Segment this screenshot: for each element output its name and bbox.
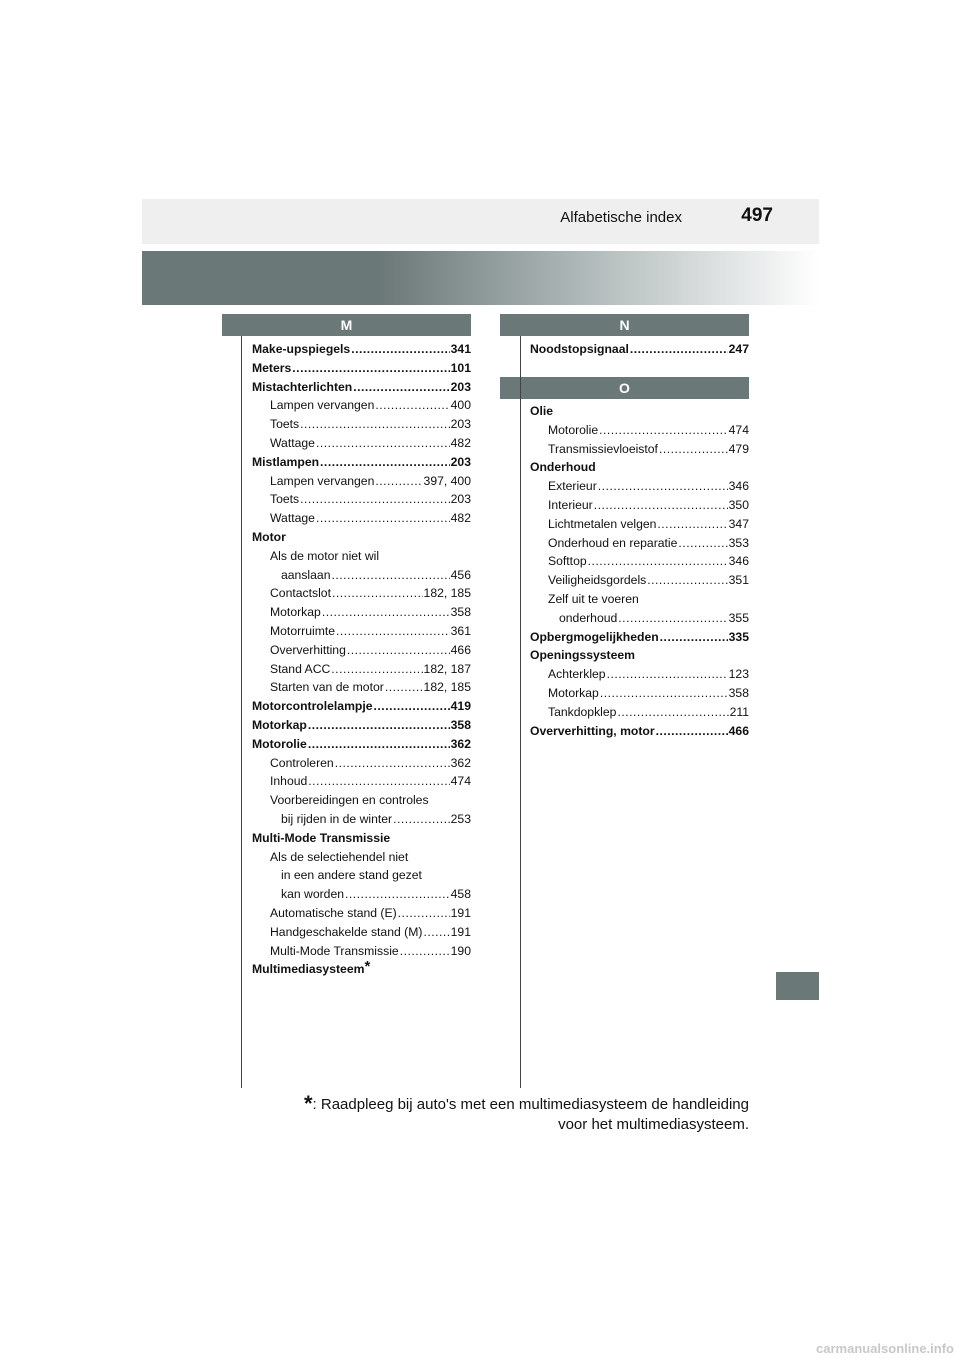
- index-term: Openingssysteem: [530, 648, 635, 663]
- leader-dots: [385, 678, 423, 697]
- page-number: 497: [741, 205, 773, 226]
- index-term: Als de selectiehendel niet: [270, 849, 409, 864]
- leader-dots: [618, 609, 727, 628]
- index-entry: [530, 628, 749, 647]
- leader-dots: [300, 415, 450, 434]
- leader-dots: [316, 509, 450, 528]
- index-term: bij rijden in de winter: [281, 811, 393, 826]
- leader-dots: [292, 359, 449, 378]
- index-page-ref: 397, 400: [423, 473, 471, 488]
- index-term: kan worden: [281, 887, 345, 902]
- leader-dots: [345, 885, 450, 904]
- leader-dots: [599, 421, 728, 440]
- leader-dots: [308, 772, 449, 791]
- index-term: Voorbereidingen en controles: [270, 793, 429, 808]
- index-entry: [252, 829, 471, 848]
- index-term: Veiligheidsgordels: [548, 573, 647, 588]
- index-page-ref: 362: [450, 736, 471, 751]
- index-page-ref: 419: [450, 699, 471, 714]
- leader-dots: [600, 684, 728, 703]
- index-term: Oververhitting: [270, 642, 346, 657]
- index-term: Lichtmetalen velgen: [548, 516, 657, 531]
- index-entry: [252, 415, 471, 434]
- index-entry: [530, 703, 749, 722]
- index-entry: [530, 440, 749, 459]
- index-term: Opbergmogelijkheden: [530, 629, 659, 644]
- index-term: Automatische stand (E): [270, 905, 397, 920]
- index-term: Mistachterlichten: [252, 379, 353, 394]
- index-entry: [530, 402, 749, 421]
- column-divider-middle: [520, 336, 521, 1088]
- index-term: Exterieur: [548, 479, 597, 494]
- leader-dots: [647, 571, 727, 590]
- index-entry: [252, 472, 471, 491]
- index-term: Multi-Mode Transmissie: [252, 830, 391, 845]
- leader-dots: [617, 703, 728, 722]
- leader-dots: [400, 942, 450, 961]
- leader-dots: [316, 434, 450, 453]
- leader-dots: [375, 396, 449, 415]
- index-page-ref: 466: [450, 642, 471, 657]
- index-entry: [252, 584, 471, 603]
- index-term: Noodstopsignaal: [530, 342, 629, 356]
- leader-dots: [347, 641, 450, 660]
- index-entry: [252, 566, 471, 585]
- index-term: Interieur: [548, 497, 593, 512]
- leader-dots: [331, 660, 422, 679]
- index-page-ref: 361: [450, 623, 471, 638]
- index-term: Lampen vervangen: [270, 398, 375, 413]
- chapter-side-tab: [776, 972, 819, 1000]
- index-entry: [252, 660, 471, 679]
- index-page-ref: 346: [728, 479, 749, 494]
- index-term: Make-upspiegels: [252, 342, 351, 356]
- leader-dots: [607, 665, 728, 684]
- index-term: Transmissievloeistof: [548, 441, 658, 456]
- leader-dots: [598, 477, 728, 496]
- index-column-m: [252, 340, 471, 979]
- index-entry: [252, 453, 471, 472]
- index-entry: [530, 646, 749, 665]
- leader-dots: [594, 496, 728, 515]
- index-page-ref: 358: [450, 605, 471, 620]
- index-entry: [252, 359, 471, 378]
- index-term: Stand ACC: [270, 661, 331, 676]
- leader-dots: [588, 552, 728, 571]
- index-entry: [252, 923, 471, 942]
- index-page-ref: 351: [728, 573, 749, 588]
- index-term: Controleren: [270, 755, 334, 770]
- index-term: Wattage: [270, 511, 315, 526]
- index-entry: Multimediasysteem *: [252, 960, 471, 979]
- index-term: Als de motor niet wil: [270, 548, 380, 563]
- index-entry: [252, 678, 471, 697]
- index-entry: [530, 496, 749, 515]
- watermark: carmanualsonline.info: [816, 1341, 954, 1356]
- footnote-line-2: voor het multimediasysteem.: [558, 1116, 749, 1133]
- index-page-ref: 191: [450, 924, 471, 939]
- index-entry: [530, 534, 749, 553]
- leader-dots: [393, 810, 450, 829]
- leader-dots: [332, 584, 423, 603]
- index-term: Wattage: [270, 435, 315, 450]
- index-entry: [530, 515, 749, 534]
- index-term: Toets: [270, 417, 300, 432]
- index-term: Softtop: [548, 554, 587, 569]
- index-entry: [530, 722, 749, 741]
- index-term: Contactslot: [270, 586, 331, 601]
- header-title: Alfabetische index: [560, 209, 682, 226]
- index-term: Zelf uit te voeren: [548, 591, 639, 606]
- leader-dots: [331, 566, 449, 585]
- index-page-ref: 182, 185: [423, 586, 471, 601]
- index-entry: [252, 697, 471, 716]
- index-term: Motorcontrolelampje: [252, 699, 373, 714]
- index-page-ref: 182, 185: [423, 680, 471, 695]
- leader-dots: [398, 904, 450, 923]
- index-entry: [252, 848, 471, 867]
- index-term: Meters: [252, 360, 292, 375]
- index-entry: [252, 396, 471, 415]
- index-term: aanslaan: [281, 567, 331, 582]
- index-term: Motorolie: [252, 736, 307, 751]
- column-divider-left: [241, 336, 242, 1088]
- index-term: Multimediasysteem: [252, 962, 365, 977]
- index-page-ref: 203: [450, 492, 471, 507]
- leader-dots: [374, 697, 450, 716]
- index-term: Onderhoud en reparatie: [548, 535, 678, 550]
- index-entry: [530, 665, 749, 684]
- index-term: Olie: [530, 404, 554, 418]
- index-term: Motorolie: [548, 422, 599, 437]
- index-entry: [252, 622, 471, 641]
- leader-dots: [660, 628, 728, 647]
- section-header-o: O: [500, 377, 749, 399]
- index-page-ref: 362: [450, 755, 471, 770]
- index-page-ref: 458: [450, 887, 471, 902]
- leader-dots: [656, 722, 728, 741]
- index-page-ref: 203: [450, 454, 471, 469]
- index-entry: [530, 421, 749, 440]
- leader-dots: [308, 735, 450, 754]
- leader-dots: [322, 603, 450, 622]
- index-page-ref: 346: [728, 554, 749, 569]
- index-entry: [252, 942, 471, 961]
- index-page-ref: 350: [728, 497, 749, 512]
- index-entry: [252, 885, 471, 904]
- index-page-ref: 191: [450, 905, 471, 920]
- index-entry: [252, 603, 471, 622]
- index-entry: [252, 509, 471, 528]
- index-entry: [252, 378, 471, 397]
- footnote: [304, 1092, 749, 1135]
- leader-dots: [320, 453, 450, 472]
- index-term: Lampen vervangen: [270, 473, 375, 488]
- leader-dots: [351, 340, 449, 359]
- index-page-ref: 101: [450, 360, 471, 375]
- leader-dots: [336, 622, 450, 641]
- index-page-ref: 358: [728, 685, 749, 700]
- index-term: Achterklep: [548, 667, 606, 682]
- index-page-ref: 482: [450, 435, 471, 450]
- index-entry: [252, 904, 471, 923]
- index-entry: [530, 458, 749, 477]
- index-page-ref: 466: [728, 723, 749, 738]
- index-term: Multi-Mode Transmissie: [270, 943, 399, 958]
- leader-dots: [335, 754, 450, 773]
- index-term: Starten van de motor: [270, 680, 384, 695]
- index-page-ref: 456: [450, 567, 471, 582]
- leader-dots: [300, 490, 450, 509]
- index-term: Motorkap: [252, 717, 307, 732]
- index-page-ref: 347: [728, 516, 749, 531]
- index-entry: [252, 340, 471, 359]
- leader-dots: [657, 515, 727, 534]
- index-page-ref: 353: [728, 535, 749, 550]
- index-entry: [252, 716, 471, 735]
- index-page-ref: 182, 187: [423, 661, 471, 676]
- index-page-ref: 474: [728, 422, 749, 437]
- footnote-line-1: *: Raadpleeg bij auto's met een multimediasysteem de handleiding: [303, 1091, 749, 1116]
- index-entry: [252, 434, 471, 453]
- index-term: Inhoud: [270, 774, 308, 789]
- index-term: Motorkap: [270, 605, 321, 620]
- index-entry: [252, 754, 471, 773]
- index-term: Tankdopklep: [548, 704, 617, 719]
- index-entry: [252, 772, 471, 791]
- index-page-ref: 358: [450, 717, 471, 732]
- index-term: in een andere stand gezet: [281, 868, 422, 883]
- index-entry: [252, 735, 471, 754]
- index-entry: [252, 547, 471, 566]
- index-page-ref: 203: [450, 379, 471, 394]
- section-header-n: N: [500, 314, 749, 336]
- index-term: Motorruimte: [270, 623, 336, 638]
- leader-dots: [678, 534, 727, 553]
- index-page-ref: 253: [450, 811, 471, 826]
- index-page-ref: 335: [728, 629, 749, 644]
- index-term: onderhoud: [559, 610, 618, 625]
- index-entry: [530, 609, 749, 628]
- index-entry: [252, 791, 471, 810]
- index-term: Oververhitting, motor: [530, 723, 655, 738]
- page-header: [142, 199, 819, 244]
- index-entry: [530, 340, 749, 359]
- index-column-o: [530, 402, 749, 740]
- index-term: Motor: [252, 529, 286, 544]
- index-entry: [530, 477, 749, 496]
- index-entry: [530, 552, 749, 571]
- index-page-ref: 474: [450, 774, 471, 789]
- index-page-ref: 123: [728, 667, 749, 682]
- index-page-ref: 341: [450, 342, 471, 356]
- index-term: Motorkap: [548, 685, 599, 700]
- index-page-ref: 211: [729, 704, 749, 719]
- index-entry: [530, 571, 749, 590]
- leader-dots: [659, 440, 728, 459]
- index-entry: [252, 641, 471, 660]
- header-gradient-band: [142, 251, 819, 305]
- index-entry: [530, 590, 749, 609]
- index-entry: [252, 528, 471, 547]
- index-entry: [252, 490, 471, 509]
- footnote-asterisk: *: [303, 1091, 313, 1116]
- index-term: Mistlampen: [252, 454, 320, 469]
- leader-dots: [423, 923, 449, 942]
- index-page-ref: 482: [450, 511, 471, 526]
- index-term: Toets: [270, 492, 300, 507]
- section-header-m: M: [222, 314, 471, 336]
- index-page-ref: 247: [728, 342, 749, 356]
- index-column-n: [530, 340, 749, 359]
- leader-dots: [630, 340, 728, 359]
- leader-dots: [308, 716, 450, 735]
- index-term: Onderhoud: [530, 460, 596, 475]
- index-page-ref: 190: [450, 943, 471, 958]
- leader-dots: [353, 378, 449, 397]
- leader-dots: [375, 472, 422, 491]
- index-term: Handgeschakelde stand (M): [270, 924, 423, 939]
- index-page-ref: 479: [728, 441, 749, 456]
- index-page-ref: 400: [450, 398, 471, 413]
- index-entry: [530, 684, 749, 703]
- index-entry: [252, 866, 471, 885]
- index-page-ref: 355: [728, 610, 749, 625]
- index-page-ref: 203: [450, 417, 471, 432]
- index-entry: [252, 810, 471, 829]
